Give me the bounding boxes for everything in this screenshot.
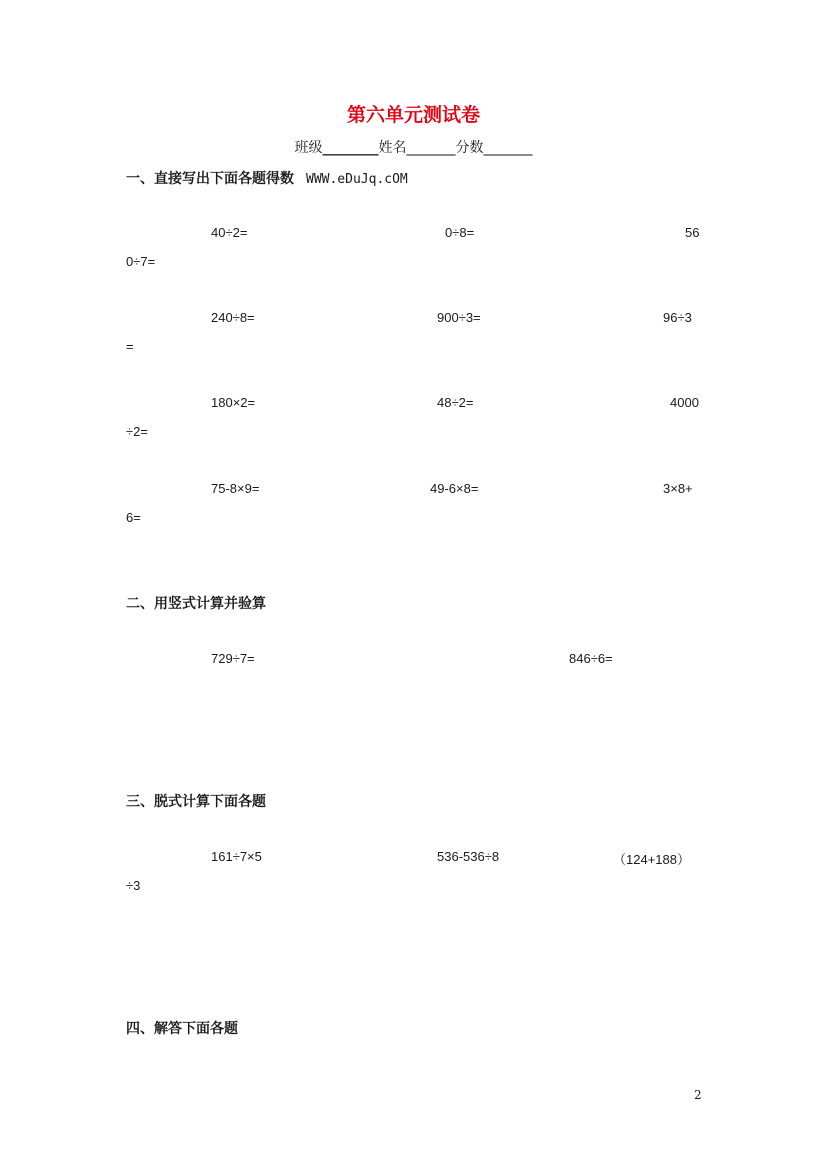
s1-r2-wrap: = [126, 339, 134, 354]
page-title: 第六单元测试卷 [346, 104, 480, 126]
section-1-heading [126, 168, 408, 188]
s2-a: 729÷7= [211, 651, 255, 666]
score-blank: _______ [483, 140, 533, 156]
s3-b: 536-536÷8 [437, 849, 500, 864]
s1-r3-b: 48÷2= [437, 395, 474, 410]
s3-c: （124+188） [613, 852, 690, 867]
name-blank: _______ [406, 140, 456, 156]
s1-r4-a: 75-8×9= [211, 481, 260, 496]
watermark-text: WWW.eDuJq.cOM [306, 172, 408, 187]
s1-r1-a: 40÷2= [211, 225, 248, 240]
s1-r2-a: 240÷8= [211, 310, 255, 325]
score-label: 分数 [455, 140, 484, 156]
s1-r4-wrap: 6= [126, 510, 141, 525]
s1-r4-b: 49-6×8= [430, 481, 479, 496]
s3-wrap: ÷3 [126, 878, 141, 893]
s3-a: 161÷7×5 [211, 849, 262, 864]
s1-r3-a: 180×2= [211, 395, 256, 410]
s1-r2-c: 96÷3 [663, 310, 692, 325]
class-label: 班级 [294, 140, 323, 156]
s1-r3-c: 4000 [670, 395, 699, 410]
name-label: 姓名 [378, 140, 407, 156]
section-4-heading: 四、解答下面各题 [126, 1021, 238, 1037]
section-3-heading: 三、脱式计算下面各题 [126, 794, 266, 810]
page-number: 2 [694, 1088, 702, 1102]
s2-b: 846÷6= [569, 651, 613, 666]
s1-r1-c: 56 [685, 225, 700, 240]
section-2-heading: 二、用竖式计算并验算 [126, 596, 266, 612]
s1-r2-b: 900÷3= [437, 310, 481, 325]
s1-r3-wrap: ÷2= [126, 424, 148, 439]
section-1-heading-text: 一、直接写出下面各题得数 [126, 171, 294, 187]
student-info-line [0, 137, 827, 157]
s1-r4-c: 3×8+ [663, 481, 693, 496]
s1-r1-b: 0÷8= [445, 225, 475, 240]
class-blank: ________ [322, 140, 379, 156]
s1-r1-wrap: 0÷7= [126, 254, 156, 269]
